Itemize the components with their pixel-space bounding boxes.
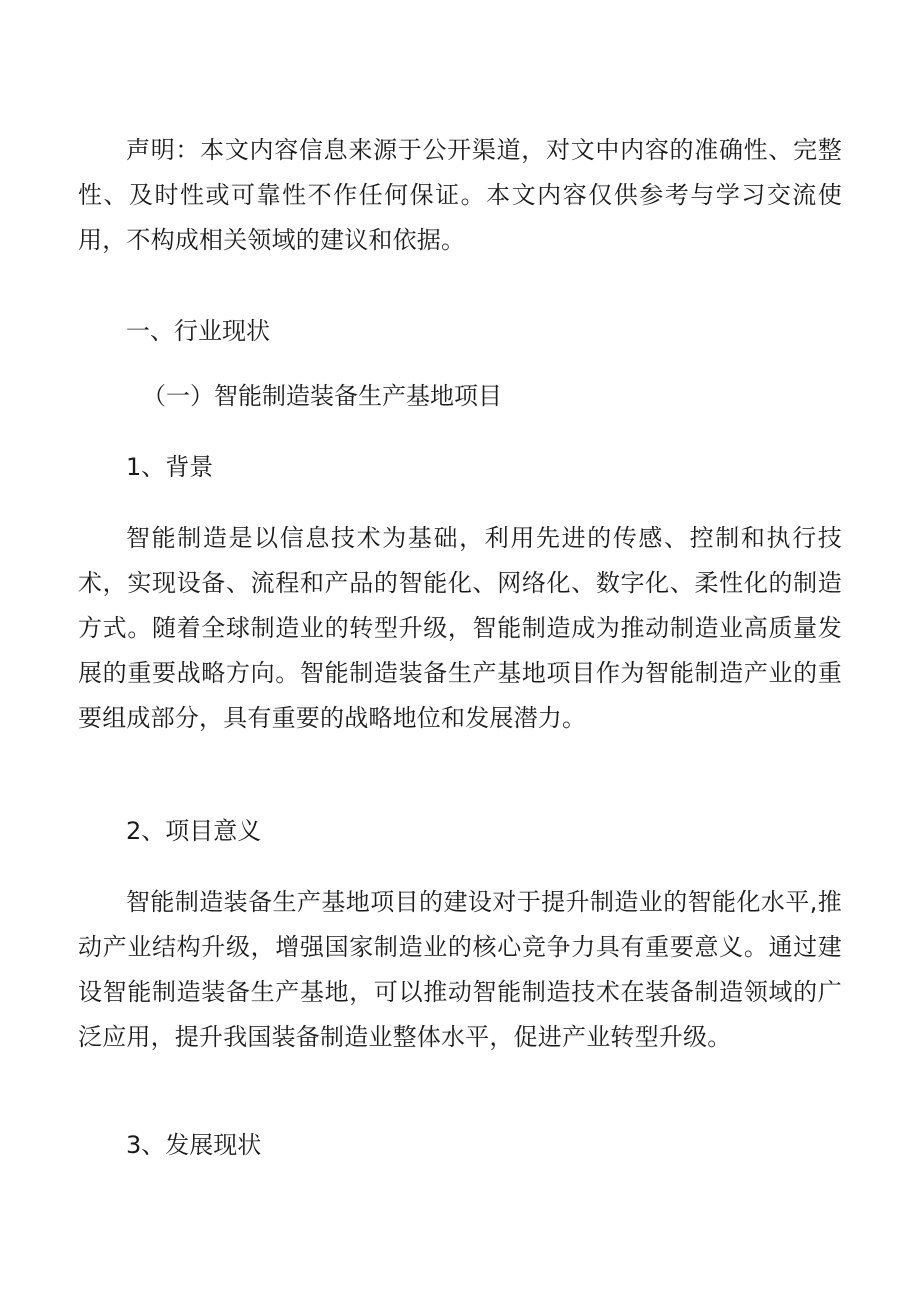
heading-development-status: 3、发展现状 [126,1131,262,1159]
heading-project-significance: 2、项目意义 [126,817,262,845]
background-paragraph: 智能制造是以信息技术为基础，利用先进的传感、控制和执行技术，实现设备、流程和产品的智能化、网络化、数字化、柔性化的制造方式。随着全球制造业的转型升级，智能制造成为推动制造业高质量发展的重要战略方向。智能制造装备生产基地项目作为智能制造产业的重要组成部分，具有重要的战略地位和发展潜力。 [78,524,842,732]
heading-background: 1、背景 [126,453,214,481]
disclaimer-paragraph: 声明：本文内容信息来源于公开渠道，对文中内容的准确性、完整性、及时性或可靠性不作任何保证。本文内容仅供参考与学习交流使用，不构成相关领域的建议和依据。 [78,136,842,254]
subsection-title: （一）智能制造装备生产基地项目 [142,382,502,410]
section-title: 一、行业现状 [126,317,270,345]
significance-paragraph: 智能制造装备生产基地项目的建设对于提升制造业的智能化水平,推动产业结构升级，增强国家制造业的核心竞争力具有重要意义。通过建设智能制造装备生产基地，可以推动智能制造技术在装备制造领域的广泛应用，提升我国装备制造业整体水平，促进产业转型升级。 [78,888,842,1051]
